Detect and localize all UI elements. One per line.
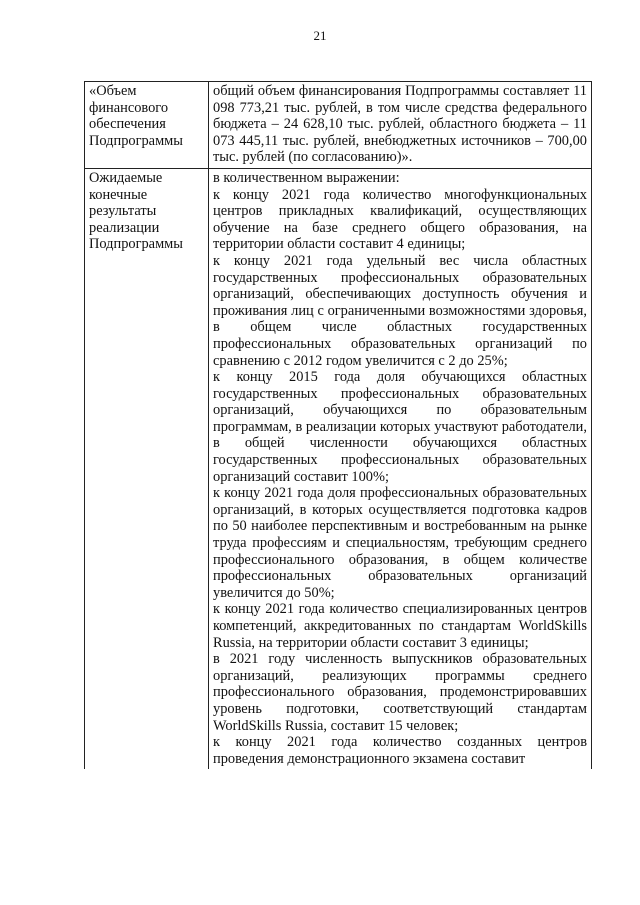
- paragraph: в количественном выражении:: [213, 169, 400, 186]
- paragraph: к концу 2021 года количество многофункциональных центров прикладных квалификаций, осуществляющих обучение на базе среднего общего образования, на территории области составит 4 единицы;: [213, 186, 587, 253]
- paragraph: к концу 2021 года количество специализированных центров компетенций, аккредитованных по стандартам WorldSkills Russia, на территории области составит 3 единицы;: [213, 601, 587, 651]
- page-number: 21: [313, 28, 327, 43]
- subprogram-passport-table: [84, 81, 592, 769]
- paragraph: к концу 2021 года количество созданных центров проведения демонстрационного экзамена составит: [213, 734, 587, 767]
- paragraph: в 2021 году численность выпускников образовательных организаций, реализующих программы среднего профессионального образования, продемонстрировавших уровень подготовки, соответствующий стандартам WorldSkills Russia, составит 15 человек;: [213, 651, 587, 734]
- row-content-results: [209, 168, 592, 769]
- paragraph: к концу 2021 года доля профессиональных образовательных организаций, в которых осуществляется подготовка кадров по 50 наиболее перспективным и востребованным на рынке труда профессиям и специальностям, требующим среднего профессионального образования, в общем количестве профессиональных образовательных организаций увеличится до 50%;: [213, 485, 587, 601]
- row-content-financing: [209, 82, 592, 169]
- table-row-results: [85, 168, 592, 769]
- paragraph: к концу 2015 года доля обучающихся областных государственных профессиональных образовательных организаций, обучающихся по образовательным программам, в реализации которых участвуют работодатели, в общей численности обучающихся областных государственных профессиональных образовательных организаций составит 100%;: [213, 369, 587, 485]
- paragraph: к концу 2021 года удельный вес числа областных государственных профессиональных образовательных организаций, обеспечивающих доступность обучения и проживания лиц с ограниченными возможностями здоровья, в общем числе областных государственных профессиональных образовательных организаций по сравнению с 2012 годом увеличится с 2 до 25%;: [213, 252, 587, 369]
- paragraph: общий объем финансирования Подпрограммы составляет 11 098 773,21 тыс. рублей, в том числе средства федерального бюджета – 24 628,10 тыс. рублей, областного бюджета – 11 073 445,11 тыс. рублей, внебюджетных источников – 700,00 тыс. рублей (по согласованию)».: [213, 83, 587, 166]
- row-label-results: Ожидаемые конечные результаты реализации Подпрограммы: [85, 168, 209, 769]
- row-label-financing: «Объем финансового обеспечения Подпрограммы: [85, 82, 209, 169]
- table-row-financing: [85, 82, 592, 169]
